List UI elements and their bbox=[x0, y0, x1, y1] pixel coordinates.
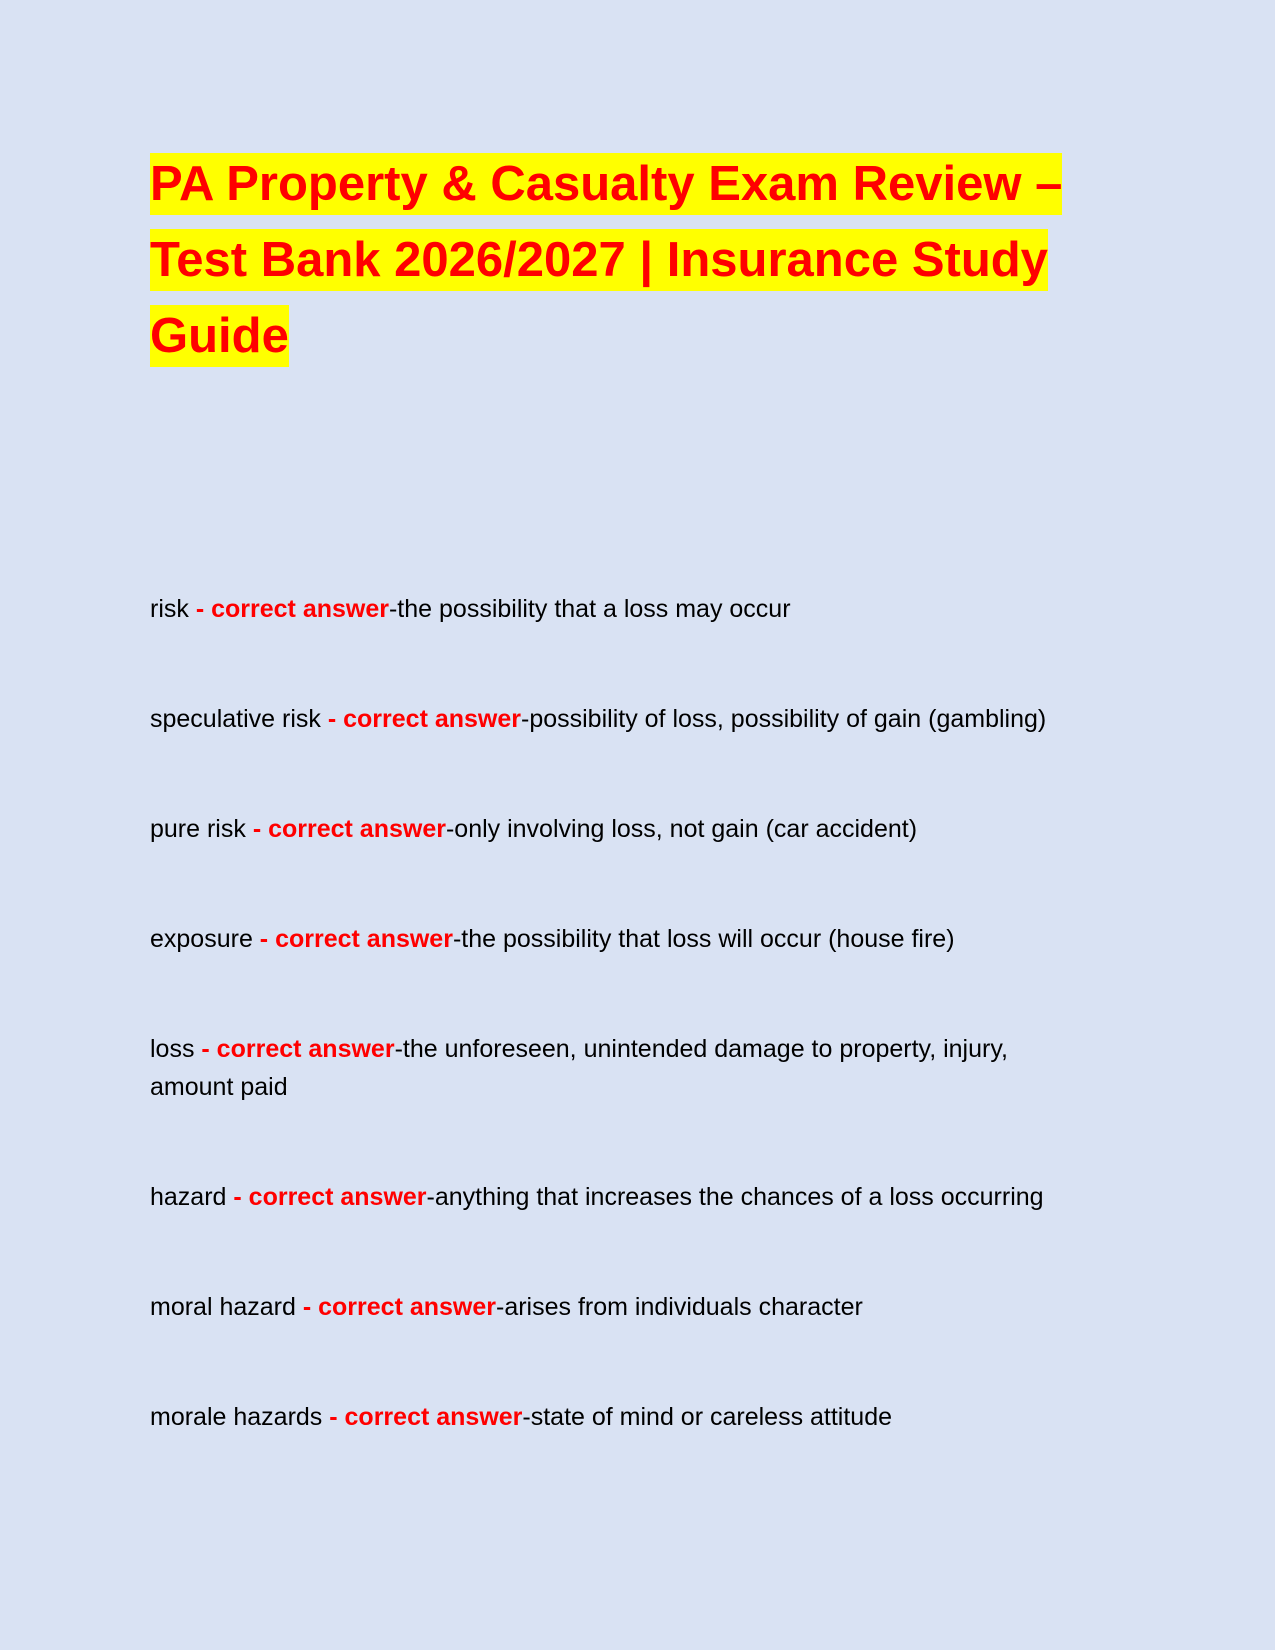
answer-marker: - correct answer bbox=[245, 815, 446, 843]
definition: -state of mind or careless attitude bbox=[522, 1403, 893, 1431]
document-title-text: PA Property & Casualty Exam Review – Test Bank 2026/2027 | Insurance Study Guide bbox=[150, 153, 1062, 367]
flashcard-entry bbox=[150, 590, 1090, 628]
flashcard-entry bbox=[150, 920, 1090, 958]
definition: -only involving loss, not gain (car accident) bbox=[445, 815, 918, 843]
term: hazard bbox=[150, 1183, 227, 1211]
document-title bbox=[150, 146, 1110, 374]
definition: -arises from individuals character bbox=[496, 1293, 863, 1321]
definition: -the unforeseen, unintended damage to property, injury, amount paid bbox=[150, 1035, 1008, 1101]
flashcard-entry bbox=[150, 1398, 1090, 1436]
flashcard-entry bbox=[150, 810, 1090, 848]
answer-marker: - correct answer bbox=[295, 1293, 496, 1321]
flashcard-list bbox=[150, 590, 1110, 1436]
definition: -the possibility that loss will occur (house fire) bbox=[452, 925, 955, 953]
definition: -anything that increases the chances of a loss occurring bbox=[426, 1183, 1044, 1211]
definition: -possibility of loss, possibility of gain (gambling) bbox=[521, 705, 1047, 733]
answer-marker: - correct answer bbox=[322, 1403, 523, 1431]
answer-marker: - correct answer bbox=[194, 1035, 395, 1063]
term: pure risk bbox=[150, 815, 246, 843]
flashcard-entry bbox=[150, 700, 1090, 738]
answer-marker: - correct answer bbox=[252, 925, 453, 953]
term: risk bbox=[150, 595, 189, 623]
term: moral hazard bbox=[150, 1293, 296, 1321]
answer-marker: - correct answer bbox=[226, 1183, 427, 1211]
definition: -the possibility that a loss may occur bbox=[388, 595, 791, 623]
answer-marker: - correct answer bbox=[320, 705, 521, 733]
flashcard-entry bbox=[150, 1178, 1090, 1216]
term: morale hazards bbox=[150, 1403, 323, 1431]
term: speculative risk bbox=[150, 705, 321, 733]
flashcard-entry bbox=[150, 1288, 1090, 1326]
flashcard-entry bbox=[150, 1030, 1090, 1106]
term: exposure bbox=[150, 925, 253, 953]
answer-marker: - correct answer bbox=[188, 595, 389, 623]
document-page bbox=[150, 146, 1110, 1436]
term: loss bbox=[150, 1035, 195, 1063]
